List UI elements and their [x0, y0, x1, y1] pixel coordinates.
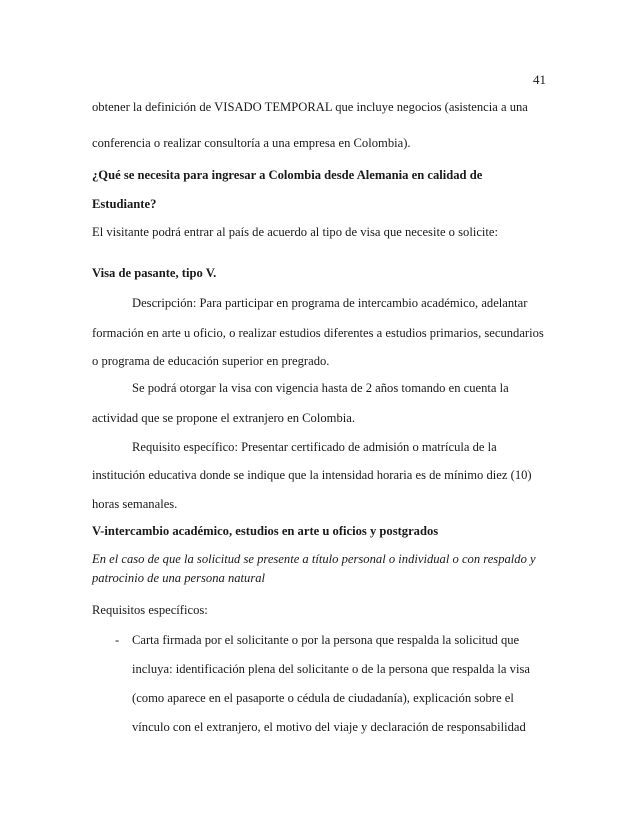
list-item-line: Carta firmada por el solicitante o por la persona que respalda la solicitud que	[132, 633, 520, 647]
paragraph-line: El visitante podrá entrar al país de acuerdo al tipo de visa que necesite o solicite:	[92, 225, 499, 239]
paragraph-line: Se podrá otorgar la visa con vigencia hasta de 2 años tomando en cuenta la	[132, 381, 509, 395]
paragraph-line: obtener la definición de VISADO TEMPORAL que incluye negocios (asistencia a una	[92, 100, 528, 114]
paragraph-line: o programa de educación superior en pregrado.	[92, 354, 330, 368]
paragraph-line: horas semanales.	[92, 497, 178, 511]
section-heading: Estudiante?	[92, 197, 157, 211]
paragraph-line: actividad que se propone el extranjero en Colombia.	[92, 411, 355, 425]
list-item-line: (como aparece en el pasaporte o cédula de ciudadanía), explicación sobre el	[132, 691, 514, 705]
paragraph-line: formación en arte u oficio, o realizar estudios diferentes a estudios primarios, secundarios	[92, 326, 544, 340]
paragraph-line: Requisitos específicos:	[92, 603, 208, 617]
list-item-line: incluya: identificación plena del solicitante o de la persona que respalda la visa	[132, 662, 530, 676]
list-bullet-dash: -	[115, 633, 120, 647]
italic-line: En el caso de que la solicitud se presente a título personal o individual o con respaldo y	[92, 552, 536, 566]
section-heading: Visa de pasante, tipo V.	[92, 266, 217, 280]
paragraph-line: Descripción: Para participar en programa de intercambio académico, adelantar	[132, 296, 528, 310]
italic-line: patrocinio de una persona natural	[92, 571, 266, 585]
paragraph-line: Requisito específico: Presentar certificado de admisión o matrícula de la	[132, 440, 497, 454]
paragraph-line: institución educativa donde se indique que la intensidad horaria es de mínimo diez (10)	[92, 468, 532, 482]
page-number: 41	[533, 72, 546, 87]
list-item-line: vínculo con el extranjero, el motivo del viaje y declaración de responsabilidad	[132, 720, 526, 734]
section-heading: ¿Qué se necesita para ingresar a Colombia desde Alemania en calidad de	[92, 168, 483, 182]
section-heading: V-intercambio académico, estudios en arte u oficios y postgrados	[92, 524, 439, 538]
paragraph-line: conferencia o realizar consultoría a una empresa en Colombia).	[92, 136, 411, 150]
